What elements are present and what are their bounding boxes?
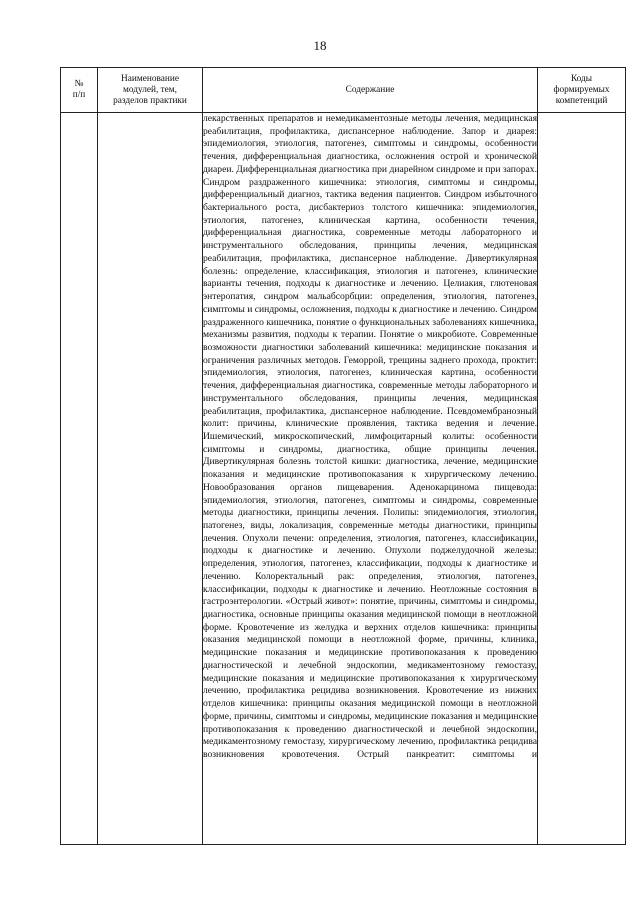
- header-num-line: п/п: [72, 90, 86, 100]
- header-content: [203, 68, 538, 113]
- cell-content: [203, 113, 538, 845]
- header-content-label: [203, 68, 537, 112]
- header-num-line: №: [74, 79, 84, 89]
- header-content-text: Содержание: [345, 84, 395, 95]
- header-module: [98, 68, 203, 113]
- header-codes-line: Коды: [570, 73, 593, 84]
- curriculum-table: [60, 67, 626, 845]
- cell-module: [98, 113, 203, 845]
- header-module-line: Наименование: [121, 73, 179, 84]
- content-paragraph: лекарственных препаратов и немедикаментозные методы лечения, медицинская реабилитация, профилактика, диспансерное наблюдение. Запор и диарея: эпидемиология, этиология, патогенез, симптомы и синдромы, особенности течения, дифференциальная диагностика, осложнения острой и хронической диареи. Дифференциальная диагностика при диарейном синдроме и при запорах. Синдром раздраженного кишечника: этиология, симптомы и синдромы, дифференциальный диагноз, тактика ведения пациентов. Синдром избыточного бактериального роста, дисбактериоз толстого кишечника: эпидемиология, этиология, патогенез, клиническая картина, особенности течения, дифференциальная диагностика, современные методы лабораторного и инструментального обследования, принципы лечения, медицинская реабилитация, профилактика, диспансерное наблюдение. Дивертикулярная болезнь: определение, классификация, этиология и патогенез, клинические варианты течения, подходы к диагностике и лечению. Целиакия, глютеновая энтеропатия, синдром мальабсорбции: определения, этиология, патогенез, симптомы и синдромы, осложнения, подходы к диагностике и лечению. Синдром раздраженного кишечника, понятие о функциональных заболеваниях кишечника, механизмы развития, подходы к терапии. Понятие о микробиоте. Современные возможности диагностики заболеваний кишечника: медицинские показания и ограничения различных методов. Геморрой, трещины заднего прохода, проктит: эпидемиология, этиология, патогенез, клиническая картина, особенности течения, дифференциальная диагностика, современные методы лабораторного и инструментального обследования, принципы лечения, медицинская реабилитация, профилактика, диспансерное наблюдение. Псевдомембранозный колит: причины, клинические проявления, тактика ведения и лечение. Ишемический, микроскопический, лимфоцитарный колиты: особенности симптомы и синдромы, диагностика, общие принципы лечения. Дивертикулярная болезнь толстой кишки: диагностика, лечение, медицинские показания и медицинские противопоказания к хирургическому лечению. Новообразования органов пищеварения. Аденокарцинома пищевода: эпидемиология, этиология, патогенез, симптомы и синдромы, современные методы диагностики, принципы лечения. Полипы: эпидемиология, этиология, патогенез, виды, локализация, современные методы диагностики, принципы лечения. Опухоли печени: определения, этиология, патогенез, классификации, подходы к диагностике и лечению. Опухоли поджелудочной железы: определения, этиология, патогенез, классификации, подходы к диагностике и лечению. Колоректальный рак: определения, этиология, патогенез, классификации, подходы к диагностике и лечению. Неотложные состояния в гастроэнтерологии. «Острый живот»: понятие, причины, симптомы и синдромы, диагностика, основные принципы оказания медицинской помощи в неотложной форме. Кровотечение из желудка и верхних отделов кишечника: принципы оказания медицинской помощи в неотложной форме, причины, клиника, медицинские показания и медицинские противопоказания к проведению диагностической и лечебной эндоскопии, медикаментозному гемостазу, медицинские показания и медицинские противопоказания к хирургическому лечению, профилактика рецидива возникновения. Кровотечение из нижних отделов кишечника: принципы оказания медицинской помощи в неотложной форме, причины, симптомы и синдромы, медицинские показания и медицинские противопоказания к проведению диагностической и лечебной эндоскопии, медикаментозному гемостазу, хирургическому лечению, профилактика рецидива возникновения кровотечения. Острый панкреатит: симптомы и: [203, 113, 537, 760]
- header-module-line: модулей, тем,: [122, 84, 178, 95]
- header-num-label: [61, 68, 97, 112]
- table-header-row: [61, 68, 626, 113]
- header-module-line: разделов практики: [113, 95, 187, 106]
- header-module-label: [98, 68, 202, 112]
- page-number: 18: [313, 38, 327, 53]
- header-codes-text: [554, 74, 610, 107]
- header-codes-line: компетенций: [555, 95, 608, 106]
- header-codes-line: формируемых: [553, 84, 610, 95]
- header-codes-label: [538, 68, 625, 112]
- header-num-text: [73, 79, 86, 101]
- header-module-text: [113, 74, 187, 107]
- header-num: [61, 68, 98, 113]
- cell-codes: [538, 113, 626, 845]
- cell-num: [61, 113, 98, 845]
- table-row: [61, 113, 626, 845]
- header-codes: [538, 68, 626, 113]
